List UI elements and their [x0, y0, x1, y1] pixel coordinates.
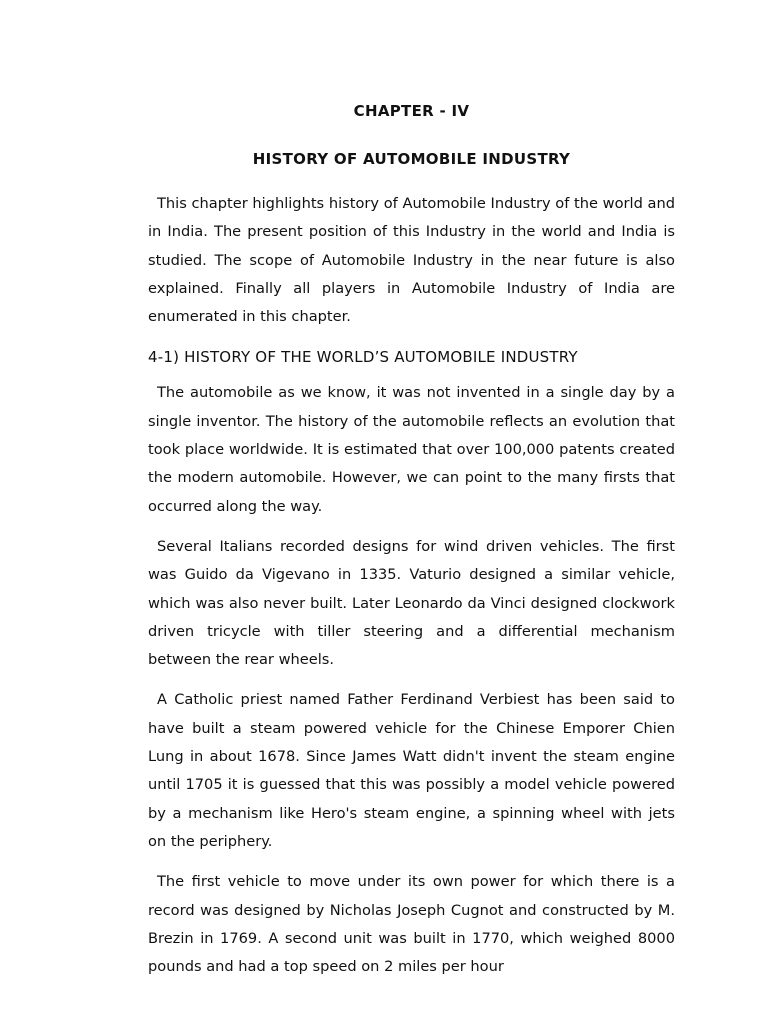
chapter-title: HISTORY OF AUTOMOBILE INDUSTRY [252, 150, 571, 168]
section-heading: 4-1) HISTORY OF THE WORLD’S AUTOMOBILE INDUSTRY [148, 348, 578, 367]
chapter-number: CHAPTER - IV [353, 102, 470, 120]
body-paragraph-2: Several Italians recorded designs for wind driven vehicles. The first was Guido da Vigevano in 1335. Vaturio designed a similar vehicle, which was also never built. Later Leonardo da Vinci designed clockwork driven tricycle with tiller steering and a differential mechanism between the rear wheels. [148, 537, 675, 669]
body-paragraph-4: The first vehicle to move under its own power for which there is a record was designed by Nicholas Joseph Cugnot and constructed by M. Brezin in 1769. A second unit was built in 1770, which weighed 8000 pounds and had a top speed on 2 miles per hour [148, 873, 675, 976]
body-paragraph-1: The automobile as we know, it was not invented in a single day by a single inventor. The history of the automobile reflects an evolution that took place worldwide. It is estimated that over 100,000 patents created the modern automobile. However, we can point to the many firsts that occurred along the way. [148, 384, 675, 515]
document-body [148, 98, 675, 981]
body-paragraph-3: A Catholic priest named Father Ferdinand Verbiest has been said to have built a steam powered vehicle for the Chinese Emporer Chien Lung in about 1678. Since James Watt didn't invent the steam engine until 1705 it is guessed that this was possibly a model vehicle powered by a mechanism like Hero's steam engine, a spinning wheel with jets on the periphery. [148, 691, 675, 850]
intro-paragraph: This chapter highlights history of Automobile Industry of the world and in India. The present position of this Industry in the world and India is studied. The scope of Automobile Industry in the near future is also explained. Finally all players in Automobile Industry of India are enumerated in this chapter. [148, 195, 675, 326]
